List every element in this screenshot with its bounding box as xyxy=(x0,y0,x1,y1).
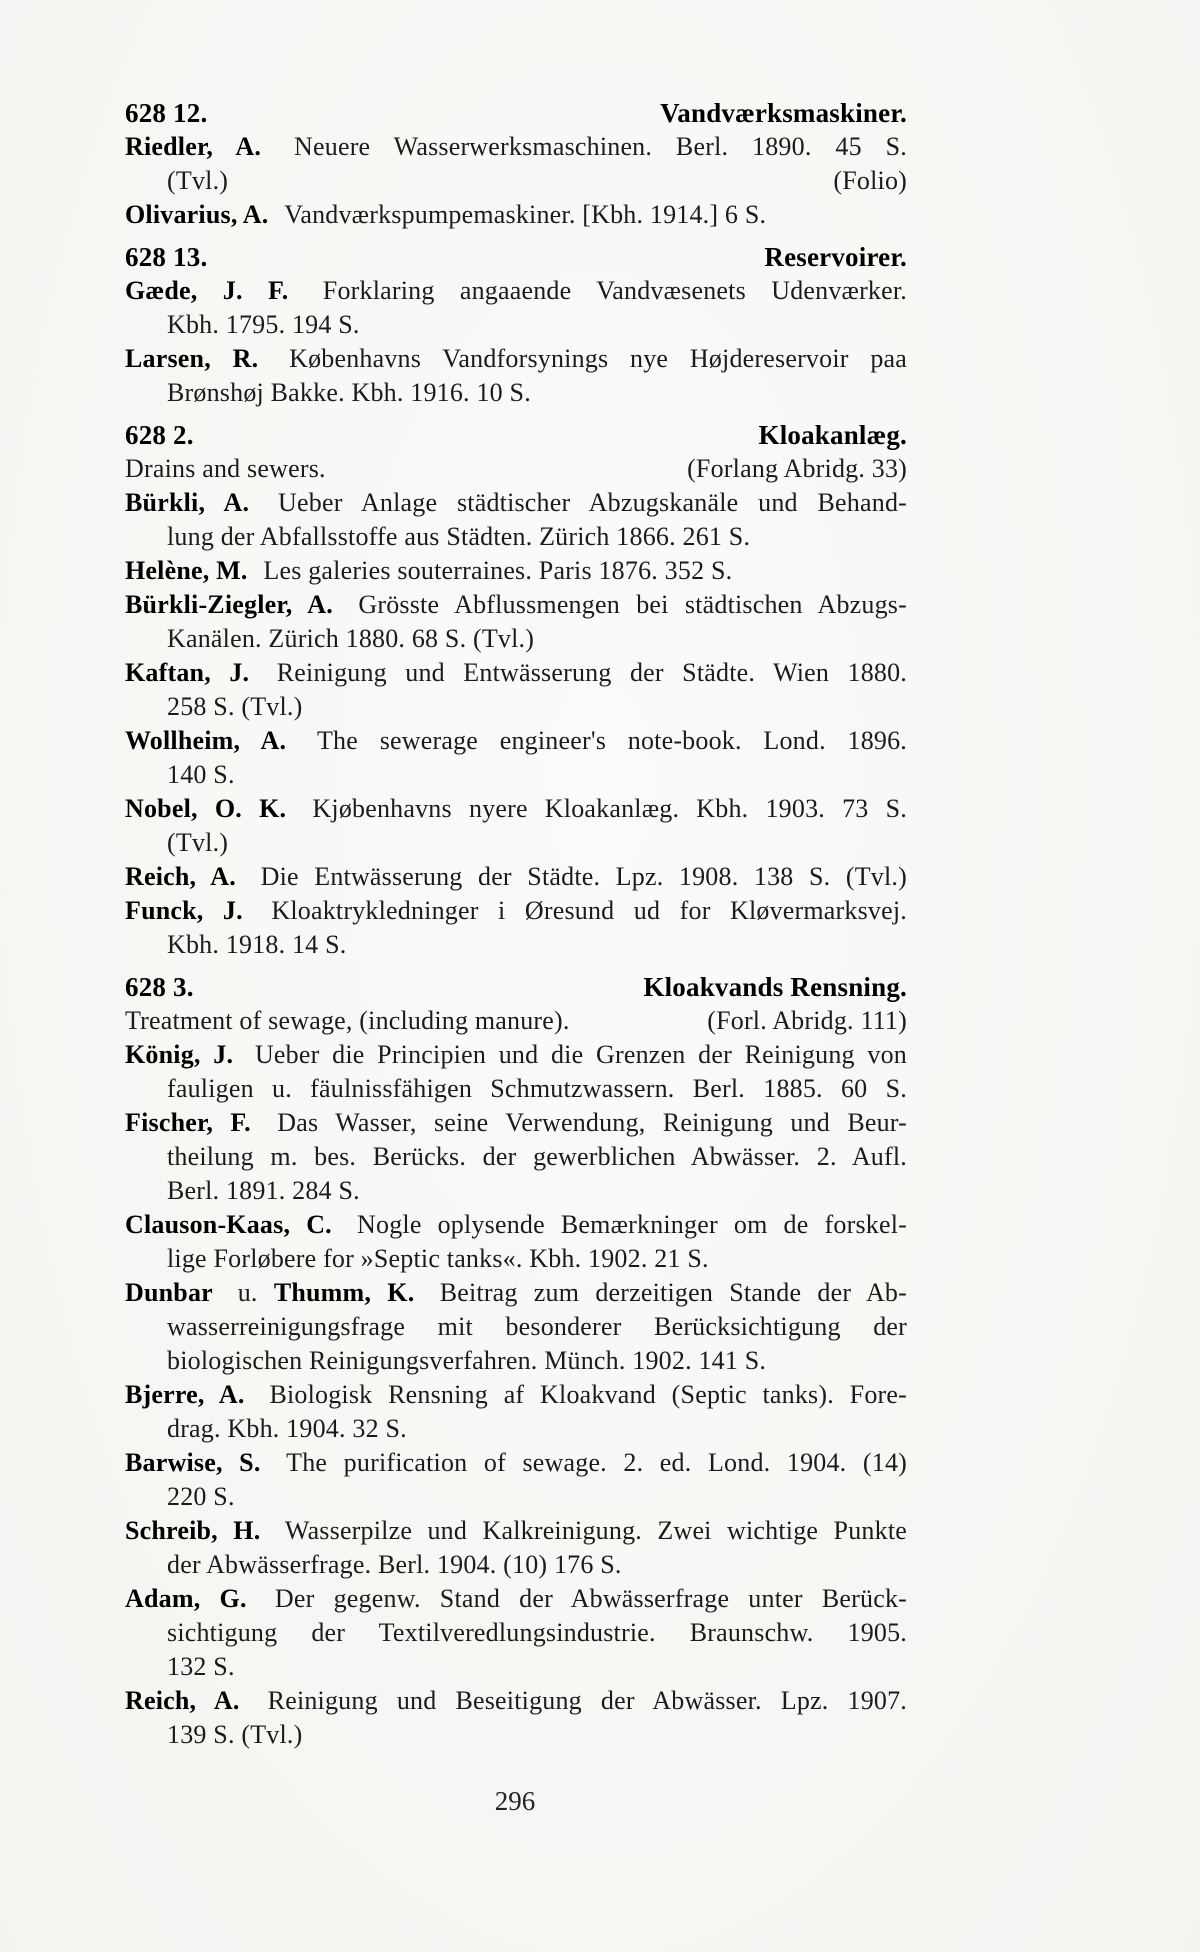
catalog-line xyxy=(125,792,907,826)
entry-text: Kloaktrykledninger i Øresund ud for Kløvermarksvej. xyxy=(271,896,907,925)
entry-text: 220 S. xyxy=(167,1482,235,1511)
section-header xyxy=(125,418,907,452)
entry-text: 258 S. (Tvl.) xyxy=(167,692,303,721)
entry-text: (Tvl.) xyxy=(167,166,229,195)
catalog-line xyxy=(125,860,907,894)
entry-text: Forklaring angaaende Vandvæsenets Udenværker. xyxy=(322,276,907,305)
entry-author: Fischer, F. xyxy=(125,1108,269,1137)
entry-text: Wasserpilze und Kalkreinigung. Zwei wichtige Punkte xyxy=(284,1516,907,1545)
entry-author: Funck, J. xyxy=(125,896,263,925)
entry-author: Thumm, K. xyxy=(273,1278,431,1307)
section-number: 628 3. xyxy=(125,972,194,1002)
catalog-line xyxy=(125,452,907,486)
catalog-line xyxy=(125,1616,907,1650)
catalog-line xyxy=(125,130,907,164)
entry-text: 140 S. xyxy=(167,760,235,789)
right-note: (Forl. Abridg. 111) xyxy=(707,1006,907,1035)
catalog-line xyxy=(125,1038,907,1072)
section-topic: Kloakvands Rensning. xyxy=(643,972,907,1002)
catalog-line xyxy=(125,1684,907,1718)
entry-text: der Abwässerfrage. Berl. 1904. (10) 176 S. xyxy=(167,1550,622,1579)
catalog-line xyxy=(125,826,907,860)
catalog-line xyxy=(125,1072,907,1106)
entry-text: Das Wasser, seine Verwendung, Reinigung und Beur- xyxy=(277,1108,907,1137)
entry-text: sichtigung der Textilveredlungsindustrie. Braunschw. 1905. xyxy=(167,1618,907,1647)
catalog-line xyxy=(125,1718,907,1752)
catalog-line xyxy=(125,274,907,308)
catalog-line xyxy=(125,622,907,656)
text-block xyxy=(125,88,907,1752)
entry-text: The purification of sewage. 2. ed. Lond. 1904. (14) xyxy=(286,1448,908,1477)
entry-text: Neuere Wasserwerksmaschinen. Berl. 1890. 45 S. xyxy=(294,132,907,161)
catalog-line xyxy=(125,1378,907,1412)
entry-author: Wollheim, A. xyxy=(125,726,308,755)
section-topic: Vandværksmaskiner. xyxy=(660,98,907,128)
catalog-line xyxy=(125,1582,907,1616)
entry-text: Ueber die Principien und die Grenzen der Reinigung von xyxy=(254,1040,907,1069)
entry-text: Der gegenw. Stand der Abwässerfrage unter Berück- xyxy=(274,1584,908,1613)
entry-author: Olivarius, A. xyxy=(125,200,276,229)
entry-author: Schreib, H. xyxy=(125,1516,276,1545)
section-number: 628 2. xyxy=(125,420,194,450)
catalog-line xyxy=(125,724,907,758)
catalog-line xyxy=(125,1310,907,1344)
section-number: 628 13. xyxy=(125,242,208,272)
catalog-line xyxy=(125,486,907,520)
catalog-line xyxy=(125,1140,907,1174)
entry-text: lige Forløbere for »Septic tanks«. Kbh. 1902. 21 S. xyxy=(167,1244,709,1273)
entry-text: Berl. 1891. 284 S. xyxy=(167,1176,360,1205)
entry-text: The sewerage engineer's note-book. Lond. 1896. xyxy=(316,726,907,755)
section-header xyxy=(125,240,907,274)
catalog-line xyxy=(125,758,907,792)
catalog-line xyxy=(125,1480,907,1514)
entry-text: (Tvl.) xyxy=(167,828,229,857)
entry-text: Grösste Abflussmengen bei städtischen Abzugs- xyxy=(358,590,907,619)
catalog-line xyxy=(125,690,907,724)
entry-text: 139 S. (Tvl.) xyxy=(167,1720,303,1749)
entry-author: Adam, G. xyxy=(125,1584,266,1613)
entry-text: Kbh. 1918. 14 S. xyxy=(167,930,347,959)
catalog-line xyxy=(125,1106,907,1140)
entry-text: Brønshøj Bakke. Kbh. 1916. 10 S. xyxy=(167,378,531,407)
catalog-line xyxy=(125,520,907,554)
entry-text: drag. Kbh. 1904. 32 S. xyxy=(167,1414,407,1443)
entry-author: Kaftan, J. xyxy=(125,658,268,687)
entry-author: Reich, A. xyxy=(125,1686,259,1715)
catalog-line xyxy=(125,928,907,962)
catalog-line xyxy=(125,894,907,928)
entry-text: Drains and sewers. xyxy=(125,454,326,483)
catalog-line xyxy=(125,1242,907,1276)
entry-text: Ueber Anlage städtischer Abzugskanäle und Behand- xyxy=(278,488,907,517)
entry-text: biologischen Reinigungsverfahren. Münch. 1902. 141 S. xyxy=(167,1346,767,1375)
catalog-line xyxy=(125,308,907,342)
entry-text: u. xyxy=(237,1278,274,1307)
catalog-line xyxy=(125,1412,907,1446)
entry-text: Nogle oplysende Bemærkninger om de forskel- xyxy=(357,1210,907,1239)
catalog-line xyxy=(125,554,907,588)
entry-text: Reinigung und Entwässerung der Städte. Wien 1880. xyxy=(276,658,907,687)
entry-text: Københavns Vandforsynings nye Højdereservoir paa xyxy=(289,344,907,373)
entry-author: König, J. xyxy=(125,1040,246,1069)
right-note: (Forlang Abridg. 33) xyxy=(687,454,907,483)
catalog-line xyxy=(125,1514,907,1548)
entry-text: Kanälen. Zürich 1880. 68 S. (Tvl.) xyxy=(167,624,535,653)
page-number: 296 xyxy=(494,1786,536,1816)
entry-text: Reinigung und Beseitigung der Abwässer. Lpz. 1907. xyxy=(267,1686,907,1715)
entry-author: Bjerre, A. xyxy=(125,1380,261,1409)
entry-text: lung der Abfallsstoffe aus Städten. Zürich 1866. 261 S. xyxy=(167,522,751,551)
entry-author: Dunbar xyxy=(125,1278,229,1307)
entry-author: Barwise, S. xyxy=(125,1448,278,1477)
section-header xyxy=(125,970,907,1004)
section-topic: Kloakanlæg. xyxy=(758,420,907,450)
entry-author: Reich, A. xyxy=(125,862,252,891)
catalog-line xyxy=(125,588,907,622)
section-header xyxy=(125,96,907,130)
entry-author: Helène, M. xyxy=(125,556,255,585)
catalog-line xyxy=(125,1446,907,1480)
entry-text: fauligen u. fäulnissfähigen Schmutzwassern. Berl. 1885. 60 S. xyxy=(167,1074,907,1103)
catalog-line xyxy=(125,1650,907,1684)
catalog-line xyxy=(125,1174,907,1208)
entry-text: Kbh. 1795. 194 S. xyxy=(167,310,360,339)
entry-text: Biologisk Rensning af Kloakvand (Septic tanks). Fore- xyxy=(269,1380,907,1409)
catalog-line xyxy=(125,1276,907,1310)
entry-text: Kjøbenhavns nyere Kloakanlæg. Kbh. 1903. 73 S. xyxy=(312,794,907,823)
entry-author: Clauson-Kaas, C. xyxy=(125,1210,348,1239)
entry-text: Treatment of sewage, (including manure). xyxy=(125,1006,570,1035)
catalog-line xyxy=(125,1004,907,1038)
catalog-line xyxy=(125,342,907,376)
catalog-line xyxy=(125,164,907,198)
right-note: (Folio) xyxy=(833,166,907,195)
catalog-line xyxy=(125,1208,907,1242)
entry-text: Les galeries souterraines. Paris 1876. 352 S. xyxy=(263,556,733,585)
section-topic: Reservoirer. xyxy=(764,242,907,272)
section-number: 628 12. xyxy=(125,98,208,128)
entry-text: 132 S. xyxy=(167,1652,235,1681)
entry-text: Beitrag zum derzeitigen Stande der Ab- xyxy=(439,1278,907,1307)
entry-author: Nobel, O. K. xyxy=(125,794,304,823)
catalog-line xyxy=(125,656,907,690)
entry-text: wasserreinigungsfrage mit besonderer Berücksichtigung der xyxy=(167,1312,907,1341)
entry-author: Bürkli-Ziegler, A. xyxy=(125,590,350,619)
catalog-line xyxy=(125,376,907,410)
catalog-line xyxy=(125,1344,907,1378)
entry-text: Vandværkspumpemaskiner. [Kbh. 1914.] 6 S. xyxy=(284,200,767,229)
entry-author: Riedler, A. xyxy=(125,132,285,161)
entry-author: Gæde, J. F. xyxy=(125,276,314,305)
entry-author: Larsen, R. xyxy=(125,344,280,373)
catalog-line xyxy=(125,1548,907,1582)
entry-author: Bürkli, A. xyxy=(125,488,269,517)
catalog-line xyxy=(125,198,907,232)
entry-text: theilung m. bes. Berücks. der gewerblichen Abwässer. 2. Aufl. xyxy=(167,1142,907,1171)
entry-text: Die Entwässerung der Städte. Lpz. 1908. 138 S. (Tvl.) xyxy=(260,862,907,891)
